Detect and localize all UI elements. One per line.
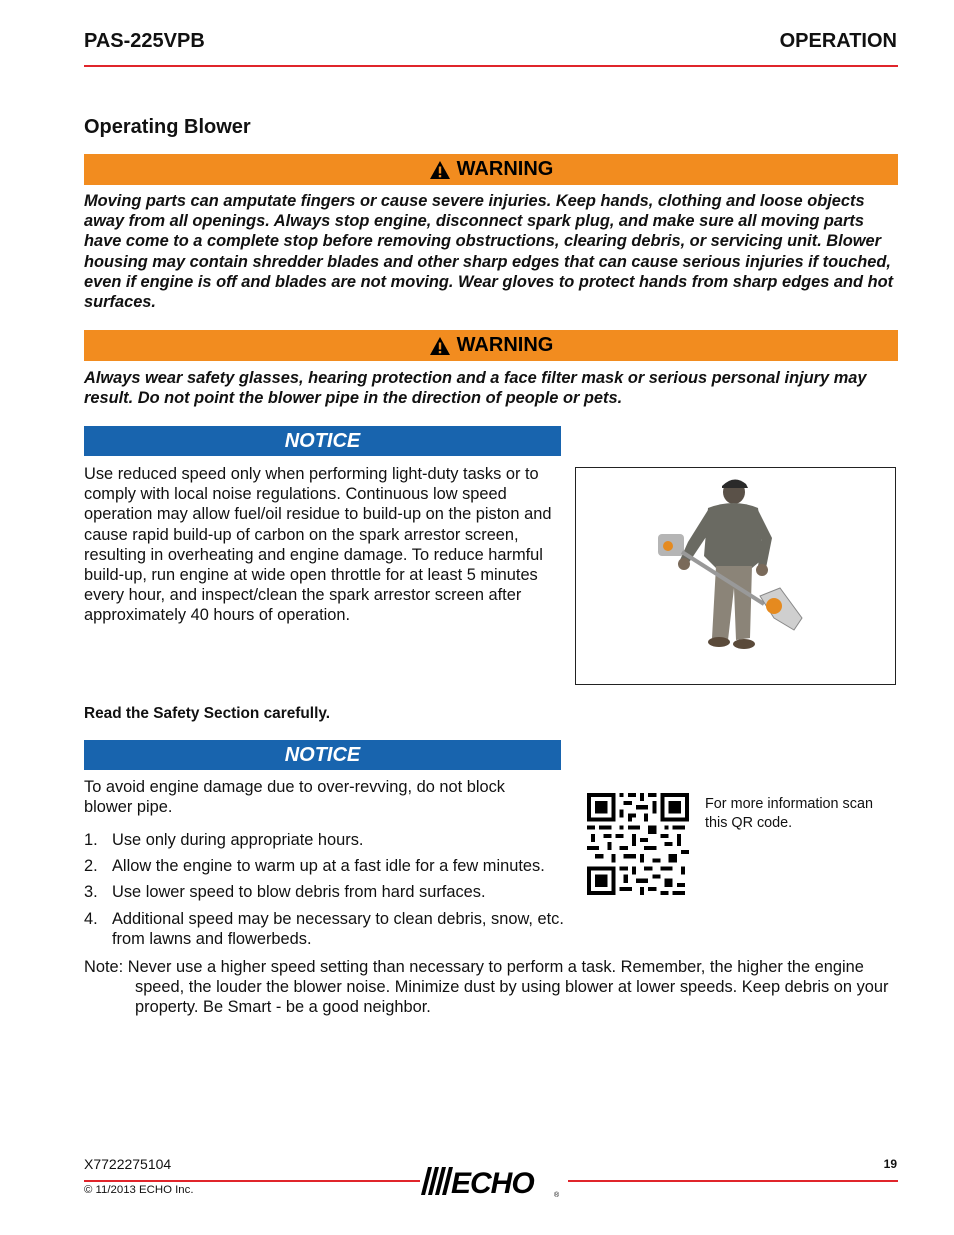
warning-text-1: Moving parts can amputate fingers or cause severe injuries. Keep hands, clothing and loose objects away from all openings. Always stop engine, disconnect spark plug, and make sure all moving parts have come to a complete stop before removing obstructions, clearing debris, or servicing unit. Blower housing may contain shredder blades and other sharp edges that can cause serious injuries if touched, even if engine is off and blades are not moving. Wear gloves to protect hands from sharp edges and hot surfaces. [84,192,894,312]
warning-label: WARNING [456,334,554,356]
step-number: 3. [84,883,98,902]
page-title: Operating Blower [84,116,251,138]
step-text: Use only during appropriate hours. [112,831,364,849]
notice-banner-2 [84,740,561,770]
notice-label: NOTICE [284,743,361,766]
copyright: © 11/2013 ECHO Inc. [84,1184,194,1196]
note-continuation: speed, the louder the blower noise. Minimize dust by using blower at lower speeds. Keep debris on your property. Be Smart - be a good neighbor. [135,978,889,1017]
qr-caption: For more information scan this QR code. [705,796,873,831]
notice-text-1: Use reduced speed only when performing light-duty tasks or to comply with local noise regulations. Continuous low speed operation may allow fuel/oil residue to build-up on the piston and cause rapid build-up of carbon on the spark arrestor screen, resulting in overheating and engine damage. To reduce harmful build-up, run engine at wide open throttle for at least 5 minutes every hour, and inspect/clean the spark arrestor screen after approximately 40 hours of operation. [84,465,552,625]
operator-with-blower-illustration [576,468,894,683]
step-text: Additional speed may be necessary to clean debris, snow, etc. from lawns and flowerbeds. [112,909,564,948]
warning-banner-1 [84,154,898,185]
notice-text-2: To avoid engine damage due to over-revving, do not block blower pipe. [84,778,505,817]
warning-triangle-icon [429,160,451,180]
echo-logo-text: ECHO [451,1167,534,1200]
step-number: 4. [84,909,98,928]
footer-rule-left [84,1180,420,1182]
footer-rule-right [568,1180,898,1182]
read-safety-instruction: Read the Safety Section carefully. [84,705,331,722]
operator-photo [575,467,896,685]
list-item [84,909,574,949]
notice-label: NOTICE [284,429,361,452]
step-number: 1. [84,831,98,849]
section-name: OPERATION [779,30,897,52]
svg-text:®: ® [554,1192,560,1199]
header-rule [84,65,898,67]
echo-logo [420,1162,566,1200]
note-paragraph [84,957,900,1018]
echo-logo-mark [420,1162,566,1200]
list-item [84,830,574,850]
page-number: 19 [883,1157,897,1171]
notice-banner-1 [84,426,561,456]
list-item [84,882,574,902]
warning-banner-2 [84,330,898,361]
warning-text-2: Always wear safety glasses, hearing protection and a face filter mask or serious personal injury may result. Do not point the blower pipe in the direction of people or pets. [84,369,867,408]
qr-code-icon[interactable] [587,793,689,895]
step-text: Use lower speed to blow debris from hard surfaces. [112,883,486,902]
warning-triangle-icon [429,336,451,356]
step-text: Allow the engine to warm up at a fast idle for a few minutes. [112,857,545,876]
list-item [84,856,574,876]
note-first-line: Note: Never use a higher speed setting than necessary to perform a task. Remember, the higher the engine [84,958,864,976]
step-number: 2. [84,857,98,876]
operating-steps-list [84,830,574,955]
model-name: PAS-225VPB [84,30,205,52]
warning-label: WARNING [456,158,554,180]
part-number: X7722275104 [84,1156,172,1172]
